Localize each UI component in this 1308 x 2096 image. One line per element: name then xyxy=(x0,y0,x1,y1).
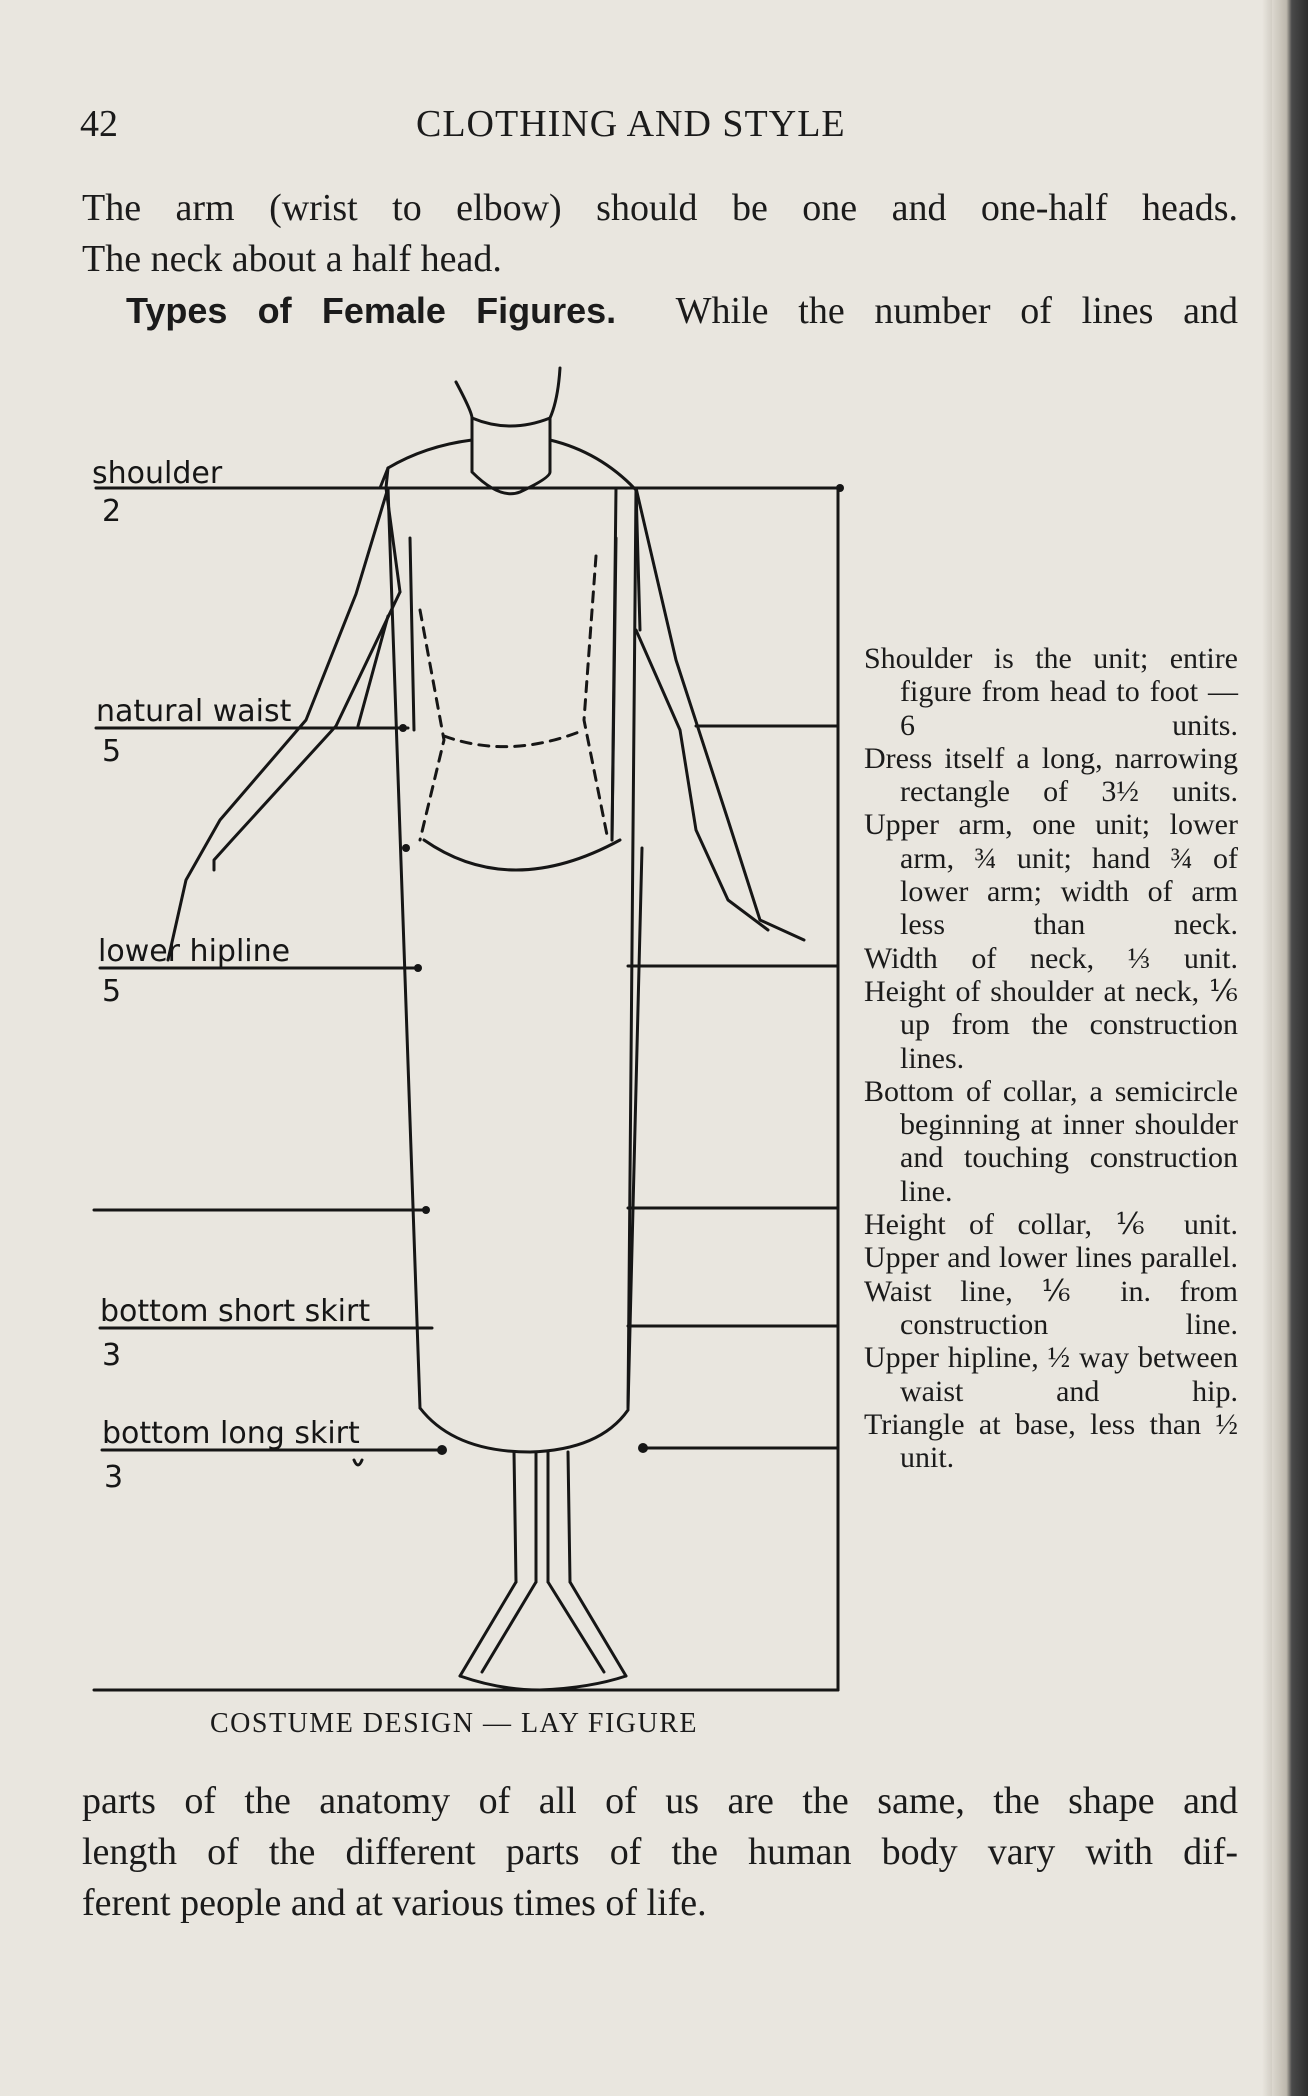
label-lower-hipline-units: 5 xyxy=(102,974,122,1009)
note-item: Dress itself a long, narrowing rectangle of 3½ units. xyxy=(864,741,1238,809)
note-item: Height of collar, ⅙ unit. xyxy=(864,1208,1238,1242)
intro-line-3-text: While the number of lines and xyxy=(675,290,1239,332)
book-edge xyxy=(1272,0,1308,2096)
note-item: Shoulder is the unit; entire figure from head to foot — 6 units. xyxy=(864,642,1238,742)
note-item: Upper arm, one unit; lower arm, ¾ unit; hand ¾ of lower arm; width of arm less than neck. xyxy=(864,808,1238,942)
label-natural-waist-units: 5 xyxy=(102,734,122,769)
intro-paragraph xyxy=(82,183,1238,337)
section-heading: Types of Female Figures. xyxy=(126,290,617,331)
intro-line-3 xyxy=(82,285,1238,337)
construction-dots xyxy=(399,484,844,1455)
note-item: Upper and lower lines parallel. xyxy=(864,1241,1238,1275)
label-long-skirt-units: 3 xyxy=(104,1460,124,1495)
note-item: Waist line, ⅙ in. from construction line. xyxy=(864,1274,1238,1341)
page-number: 42 xyxy=(80,103,118,145)
figure-notes xyxy=(864,642,1238,1474)
lay-figure-drawing xyxy=(80,360,870,1700)
legs xyxy=(460,1452,626,1690)
note-item: Width of neck, ⅓ unit. xyxy=(864,941,1238,975)
label-short-skirt: bottom short skirt xyxy=(100,1294,371,1329)
note-item: Height of shoulder at neck, ⅙ up from the construction lines. xyxy=(864,974,1238,1075)
page-gutter-shadow xyxy=(1262,0,1272,2096)
skirt-hem-mark xyxy=(354,1460,362,1465)
lay-figure-diagram xyxy=(80,360,870,1700)
label-natural-waist: natural waist xyxy=(96,694,292,729)
intro-line-1: The arm (wrist to elbow) should be one and one-half heads. xyxy=(82,187,1238,229)
page-header xyxy=(80,102,1230,152)
intro-line-2: The neck about a half head. xyxy=(82,238,502,280)
label-shoulder: shoulder xyxy=(92,456,223,491)
closing-line-3: ferent people and at various times of life. xyxy=(82,1882,707,1924)
closing-paragraph xyxy=(82,1776,1238,1929)
construction-lines xyxy=(94,488,840,1690)
closing-line-2: length of the different parts of the human body vary with dif- xyxy=(82,1831,1238,1873)
running-title: CLOTHING AND STYLE xyxy=(416,103,846,145)
figure-caption: COSTUME DESIGN — LAY FIGURE xyxy=(210,1708,699,1739)
label-short-skirt-units: 3 xyxy=(102,1338,122,1373)
note-item: Upper hipline, ½ way between waist and hip. xyxy=(864,1341,1238,1408)
right-arm xyxy=(636,488,804,940)
label-lower-hipline: lower hipline xyxy=(98,934,291,969)
bodice xyxy=(380,468,636,1408)
label-shoulder-units: 2 xyxy=(102,494,122,529)
closing-line-1: parts of the anatomy of all of us are the same, the shape and xyxy=(82,1780,1238,1822)
label-long-skirt: bottom long skirt xyxy=(102,1416,360,1451)
head-and-collar xyxy=(386,368,636,494)
note-item: Triangle at base, less than ½ unit. xyxy=(864,1407,1238,1475)
note-item: Bottom of collar, a semicircle beginning at inner shoulder and touching construction line. xyxy=(864,1074,1238,1208)
skirt xyxy=(420,848,642,1452)
